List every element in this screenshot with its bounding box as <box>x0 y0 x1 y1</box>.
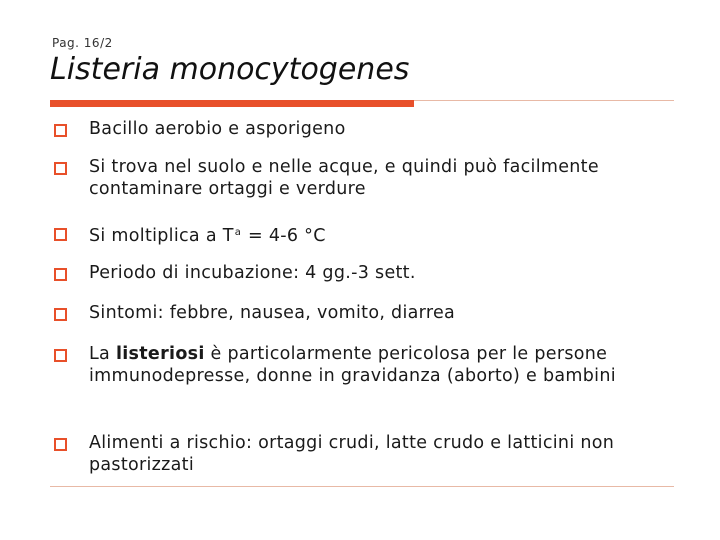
bullet-item <box>52 156 677 200</box>
bullet-text-prefix: La <box>89 344 116 364</box>
bullet-item <box>52 343 677 387</box>
bullet-item <box>52 262 416 284</box>
bold-term: listeriosi <box>115 344 205 364</box>
bullet-item <box>52 432 677 476</box>
slide-title: Listeria monocytogenes <box>50 52 410 87</box>
bullet-item <box>52 222 326 247</box>
superscript: a <box>234 227 242 238</box>
bullet-text: Sintomi: febbre, nausea, vomito, diarrea <box>89 303 456 323</box>
square-bullet-icon <box>54 438 67 451</box>
title-underline-thin <box>414 100 674 101</box>
square-bullet-icon <box>54 268 67 281</box>
square-bullet-icon <box>54 228 67 241</box>
square-bullet-icon <box>54 162 67 175</box>
bullet-text-suffix: è particolarmente pericolosa per le persone immunodepresse, donne in gravidanza (aborto) e bambini <box>89 344 616 386</box>
bullet-text-prefix: Si moltiplica a T <box>89 226 234 246</box>
bullet-text: Alimenti a rischio: ortaggi crudi, latte crudo e latticini non pastorizzati <box>89 433 615 475</box>
page-number: Pag. 16/2 <box>52 36 113 50</box>
square-bullet-icon <box>54 349 67 362</box>
footer-divider <box>50 486 674 487</box>
bullet-text: Si trova nel suolo e nelle acque, e quindi può facilmente contaminare ortaggi e verdure <box>89 157 599 199</box>
square-bullet-icon <box>54 308 67 321</box>
title-underline-accent <box>50 100 414 107</box>
bullet-item <box>52 302 455 324</box>
bullet-text-suffix: = 4-6 °C <box>242 226 326 246</box>
bullet-text: Bacillo aerobio e asporigeno <box>89 119 346 139</box>
bullet-item <box>52 118 346 140</box>
bullet-text: Periodo di incubazione: 4 gg.-3 sett. <box>89 263 416 283</box>
square-bullet-icon <box>54 124 67 137</box>
